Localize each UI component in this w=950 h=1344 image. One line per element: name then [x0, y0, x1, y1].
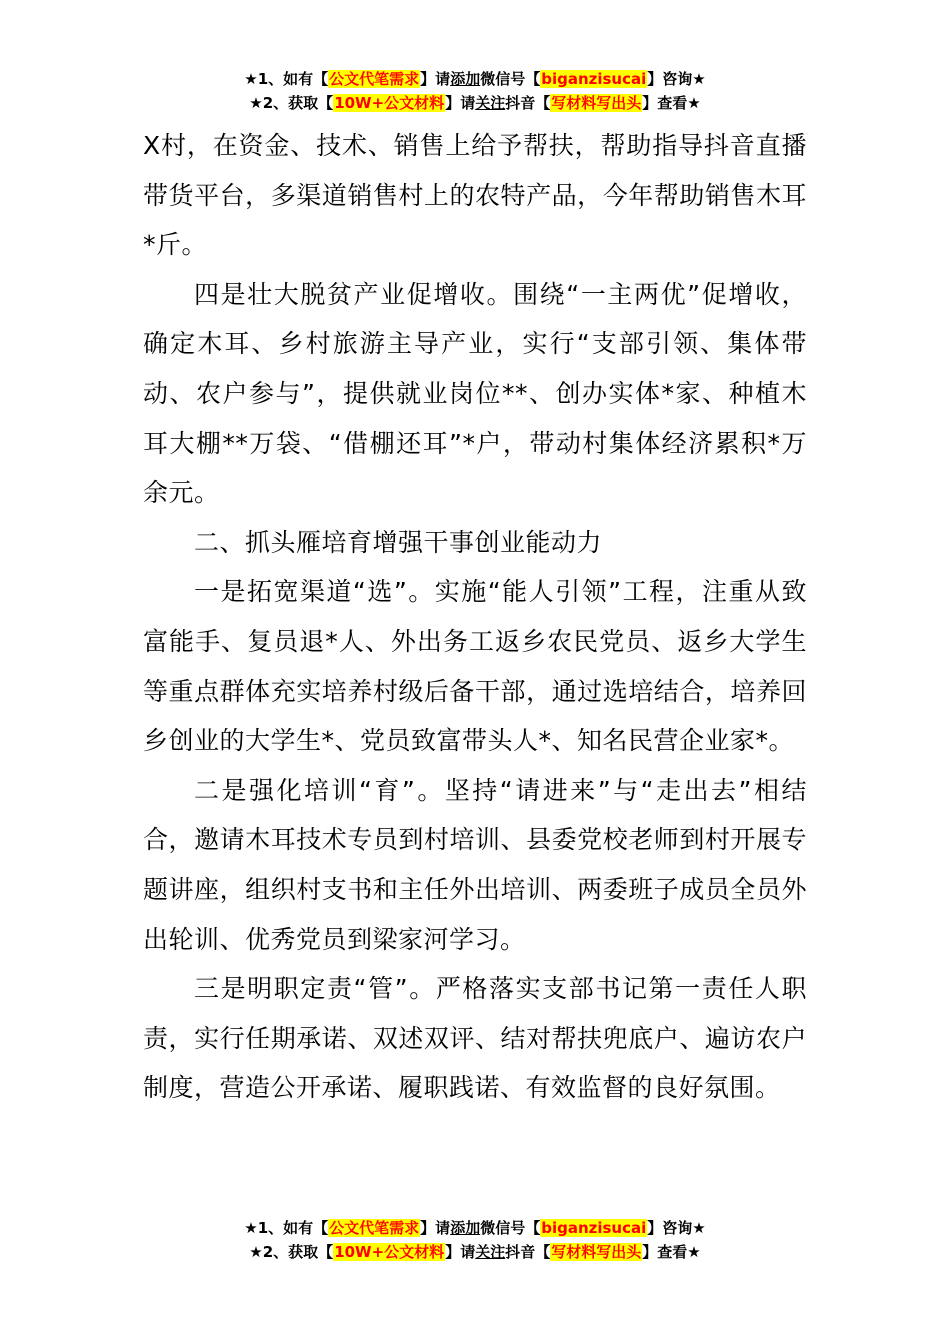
promo-text: 微信号【 [480, 70, 541, 88]
promo-line-2 [0, 91, 950, 115]
douyin-account-highlight: 写材料写出头 [551, 1243, 642, 1261]
promo-text: 】请 [420, 1219, 451, 1237]
promo-line-1 [0, 67, 950, 91]
paragraph-point-three: 三是明职定责“管”。严格落实支部书记第一责任人职责，实行任期承诺、双述双评、结对帮扶兜底户、遍访农户制度，营造公开承诺、履职践诺、有效监督的良好氛围。 [143, 974, 807, 1103]
promo-text: ★2、获取【 [249, 1243, 334, 1261]
douyin-account-highlight: 写材料写出头 [551, 94, 642, 112]
paragraph-continued: X村，在资金、技术、销售上给予帮扶，帮助指导抖音直播带货平台，多渠道销售村上的农特产品，今年帮助销售木耳*斤。 [143, 131, 807, 260]
promo-text: 】请 [445, 94, 476, 112]
promo-text: 】咨询★ [647, 1219, 706, 1237]
promo-line-2 [0, 1240, 950, 1264]
promo-text: 】查看★ [642, 94, 701, 112]
promo-text: 抖音【 [505, 94, 551, 112]
promo-text: 】查看★ [642, 1243, 701, 1261]
promo-underline: 添加 [450, 1219, 481, 1237]
promo-text: 抖音【 [505, 1243, 551, 1261]
promo-text: ★1、如有【 [244, 70, 329, 88]
promo-underline: 关注 [475, 1243, 506, 1261]
promo-highlight: 公文代笔需求 [329, 70, 420, 88]
promo-text: 微信号【 [480, 1219, 541, 1237]
promo-text: 】请 [445, 1243, 476, 1261]
wechat-id-highlight: biganzisucai [541, 70, 647, 88]
promo-text: ★1、如有【 [244, 1219, 329, 1237]
promo-text: ★2、获取【 [249, 94, 334, 112]
paragraph-point-two: 二是强化培训“育”。坚持“请进来”与“走出去”相结合，邀请木耳技术专员到村培训、县委党校老师到村开展专题讲座，组织村支书和主任外出培训、两委班子成员全员外出轮训、优秀党员到梁家河学习。 [143, 775, 807, 954]
footer-promo-banner [0, 1216, 950, 1264]
promo-underline: 添加 [450, 70, 481, 88]
promo-highlight: 公文代笔需求 [329, 1219, 420, 1237]
paragraph-point-one: 一是拓宽渠道“选”。实施“能人引领”工程，注重从致富能手、复员退*人、外出务工返乡农民党员、返乡大学生等重点群体充实培养村级后备干部，通过选培结合，培养回乡创业的大学生*、党员致富带头人*、知名民营企业家*。 [143, 577, 807, 756]
promo-underline: 关注 [475, 94, 506, 112]
wechat-id-highlight: biganzisucai [541, 1219, 647, 1237]
header-promo-banner [0, 67, 950, 115]
promo-highlight: 10W+公文材料 [334, 1243, 445, 1261]
promo-line-1 [0, 1216, 950, 1240]
document-body [143, 121, 807, 1113]
promo-text: 】请 [420, 70, 451, 88]
paragraph-point-four: 四是壮大脱贫产业促增收。围绕“一主两优”促增收，确定木耳、乡村旅游主导产业，实行“支部引领、集体带动、农户参与”，提供就业岗位**、创办实体*家、种植木耳大棚**万袋、“借棚还耳”*户，带动村集体经济累积*万余元。 [143, 279, 807, 508]
section-heading-2: 二、抓头雁培育增强干事创业能动力 [194, 527, 603, 557]
promo-highlight: 10W+公文材料 [334, 94, 445, 112]
promo-text: 】咨询★ [647, 70, 706, 88]
